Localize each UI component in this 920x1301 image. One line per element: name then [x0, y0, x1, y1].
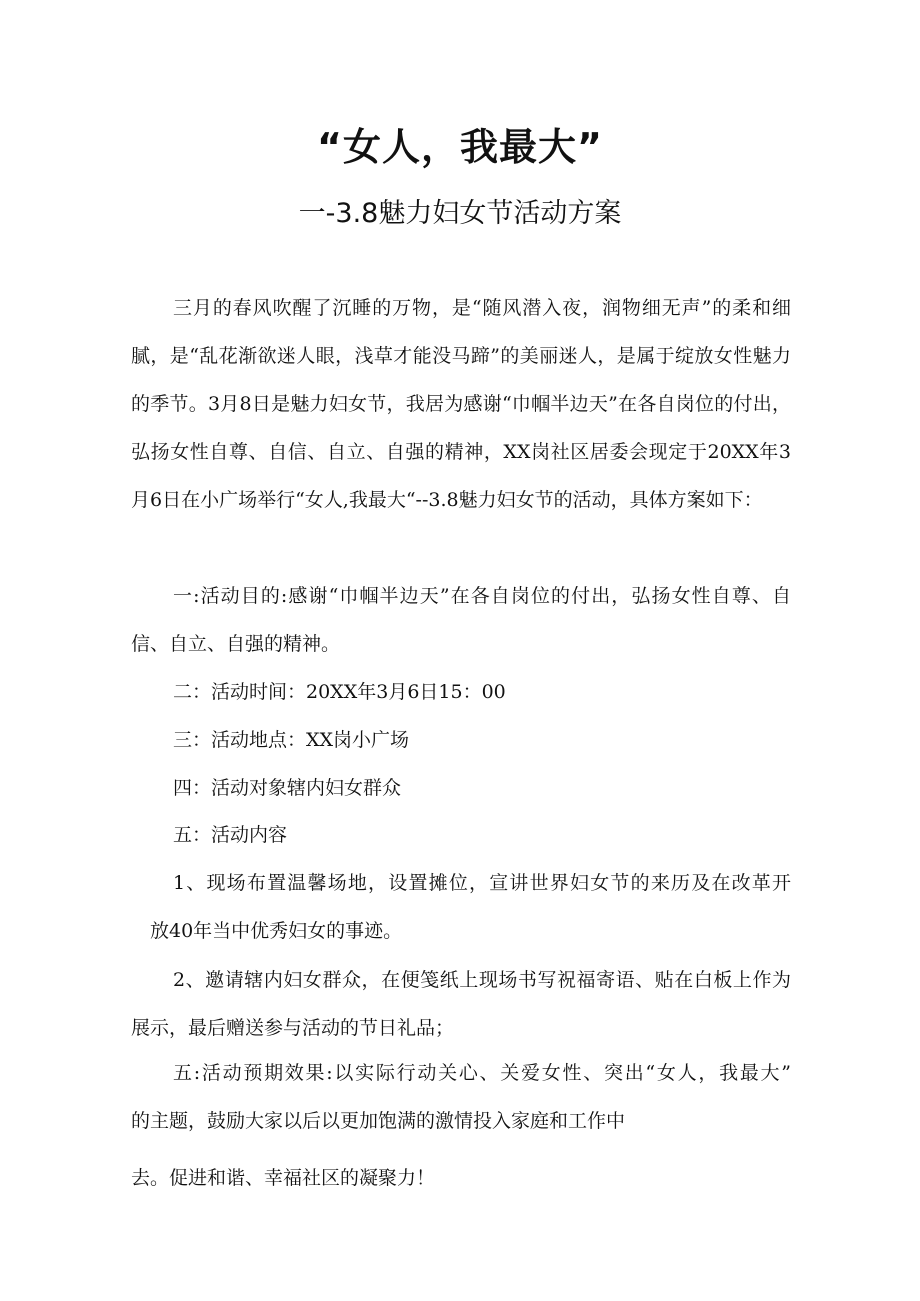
content-heading: 五：活动内容 — [173, 824, 288, 846]
effect-line-1: 五:活动预期效果:以实际行动关心、关爱女性、突出“女人，我最大” — [173, 1062, 791, 1084]
effect-line-3: 去。促进和谐、幸福社区的凝聚力！ — [131, 1167, 436, 1189]
content-item-2-paragraph: 2、邀请辖内妇女群众，在便笺纸上现场书写祝福寄语、贴在白板上作为展示，最后赠送参与活动的节日礼品； — [131, 969, 791, 1039]
audience-line: 四：活动对象辖内妇女群众 — [173, 777, 402, 799]
effect-line-2: 的主题，鼓励大家以后以更加饱满的激情投入家庭和工作中 — [131, 1110, 626, 1132]
purpose-paragraph: 一:活动目的:感谢“巾帼半边天”在各自岗位的付出，弘扬女性自尊、自信、自立、自强的精神。 — [131, 585, 791, 655]
intro-paragraph: 三月的春风吹醒了沉睡的万物，是“随风潜入夜，润物细无声”的柔和细腻，是“乱花渐欲迷人眼，浅草才能没马蹄”的美丽迷人，是属于绽放女性魅力的季节。3月8日是魅力妇女节，我居为感谢“巾帼半边天”在各自岗位的付出，弘扬女性自尊、自信、自立、自强的精神，XX岗社区居委会现定于20XX年3月6日在小广场举行“女人,我最大“--3.8魅力妇女节的活动，具体方案如下： — [131, 297, 791, 511]
document-title: “女人，我最大” — [317, 125, 603, 169]
document-subtitle: 一-3.8魅力妇女节活动方案 — [298, 198, 622, 229]
content-item-1-line2: 放40年当中优秀妇女的事迹。 — [150, 920, 403, 942]
time-line: 二：活动时间：20XX年3月6日15：00 — [173, 681, 506, 703]
place-line: 三：活动地点：XX岗小广场 — [173, 729, 410, 751]
content-item-1-line1: 1、现场布置温馨场地，设置摊位，宣讲世界妇女节的来历及在改革开 — [173, 872, 791, 894]
